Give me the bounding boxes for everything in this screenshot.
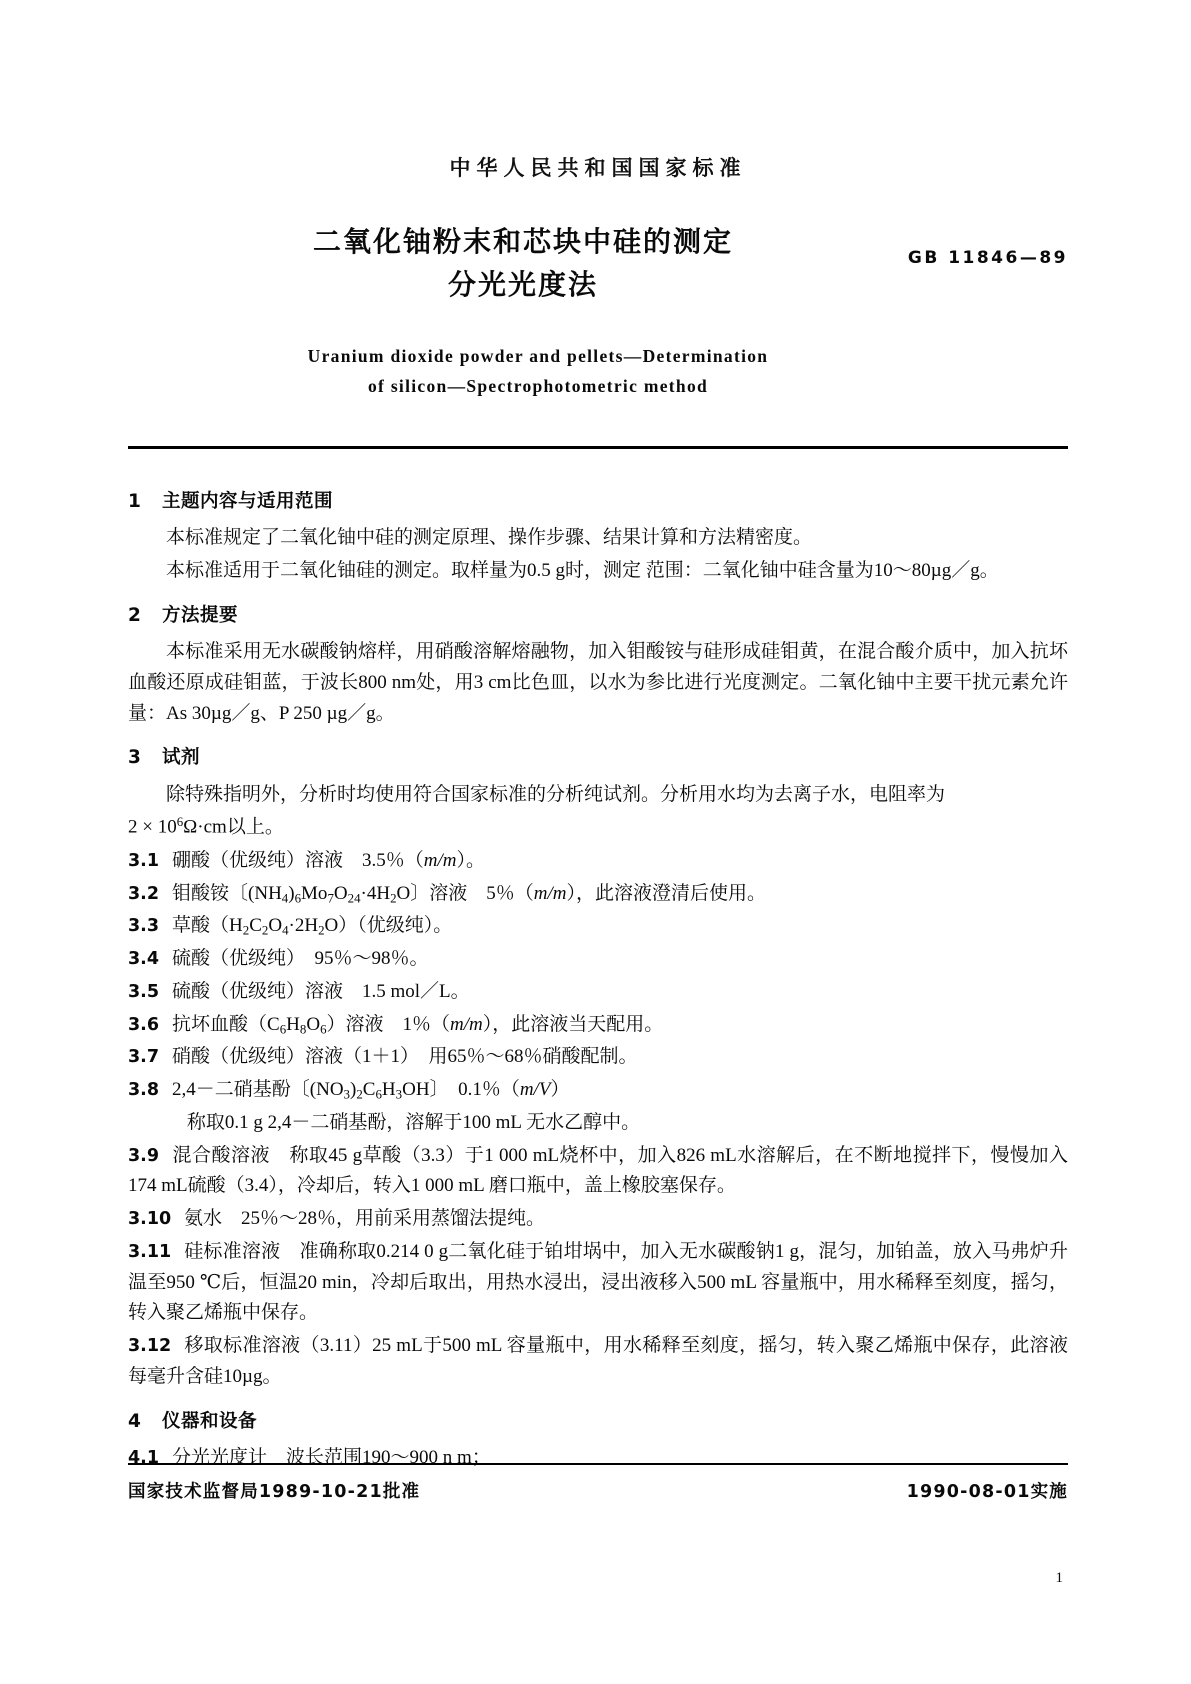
section-title-3: 试剂 bbox=[162, 747, 201, 769]
reagent-text-3-6: 抗坏血酸（ bbox=[172, 1013, 268, 1035]
equipment-number-4-1: 4.1 bbox=[128, 1447, 160, 1468]
section-number-4: 4 bbox=[128, 1410, 142, 1432]
reagent-mid-3-8: 〕 0.1％（ bbox=[429, 1079, 520, 1101]
reagent-number-3-5: 3.5 bbox=[128, 981, 160, 1002]
equipment-item-4-1 bbox=[128, 1443, 1068, 1474]
section-title-2: 方法提要 bbox=[162, 604, 239, 626]
section-heading-4 bbox=[128, 1407, 1068, 1436]
section-2-paragraph-1: 本标准采用无水碳酸钠熔样，用硝酸溶解熔融物，加入钼酸铵与硅形成硅钼黄，在混合酸介质中，加入抗坏血酸还原成硅钼蓝，于波长800 nm处，用3 cm比色皿，以水为参比进行光度测定。二氧化铀中主要干扰元素允许量：As 30µg／g、P 250 µg／g。 bbox=[128, 641, 1068, 724]
reagent-text-post-3-1: ）。 bbox=[456, 849, 486, 871]
document-title-line-1: 二氧化铀粉末和芯块中硅的测定 bbox=[312, 225, 733, 258]
document-title-line-2: 分光光度法 bbox=[447, 268, 598, 302]
reagent-text-3-8: 2,4－二硝基酚〔 bbox=[172, 1079, 310, 1101]
title-block bbox=[128, 220, 1068, 307]
reagent-number-3-8: 3.8 bbox=[128, 1080, 160, 1101]
reagent-item-3-1 bbox=[128, 846, 1068, 877]
section-heading-2 bbox=[128, 601, 1068, 630]
implementation-date: 1990-08-01实施 bbox=[906, 1482, 1068, 1502]
reagent-item-3-2 bbox=[128, 879, 1068, 910]
section-3-paragraph-1 bbox=[128, 780, 1068, 811]
reagent-number-3-9: 3.9 bbox=[128, 1145, 160, 1166]
reagent-text-post-3-8: ） bbox=[550, 1079, 570, 1101]
section-number-1: 1 bbox=[128, 491, 142, 513]
reagent-item-3-9 bbox=[128, 1141, 1068, 1203]
page-content bbox=[128, 0, 1068, 1476]
reagent-text-3-12: 移取标准溶液（3.11）25 mL于500 mL 容量瓶中，用水稀释至刻度，摇匀，转入聚乙烯瓶中保存，此溶液每毫升含硅10µg。 bbox=[128, 1335, 1068, 1387]
reagent-text-3-5: 硫酸（优级纯）溶液 1.5 mol／L。 bbox=[172, 980, 470, 1002]
reagent-formula-3-6: $C_6H_8O_6$ bbox=[267, 1013, 327, 1037]
reagent-number-3-3: 3.3 bbox=[128, 916, 160, 937]
reagent-mid-3-2: 〕溶液 5％（ bbox=[410, 882, 534, 904]
english-title bbox=[128, 341, 1068, 402]
section-3-resistivity-line: $2 \times 10^6\Omega\cdot cm$以上。 bbox=[128, 814, 284, 838]
reagent-italic-3-1: m/m bbox=[423, 849, 457, 871]
reagent-item-3-4 bbox=[128, 944, 1068, 975]
reagent-text-3-4: 硫酸（优级纯） 95％～98％。 bbox=[172, 948, 429, 970]
national-standard-label: 中华人民共和国国家标准 bbox=[449, 156, 747, 180]
reagent-text-3-9: 混合酸溶液 称取45 g草酸（3.3）于1 000 mL烧杯中，加入826 mL水溶解后，在不断地搅拌下，慢慢加入174 mL硫酸（3.4），冷却后，转入1 000 mL 磨口瓶中，盖上橡胶塞保存。 bbox=[128, 1144, 1068, 1197]
reagent-number-3-7: 3.7 bbox=[128, 1047, 160, 1068]
reagent-number-3-10: 3.10 bbox=[128, 1209, 172, 1230]
reagent-formula-3-3: $H_2C_2O_4\cdot 2H_2O$ bbox=[229, 915, 339, 938]
section-heading-1 bbox=[128, 487, 1068, 516]
reagent-number-3-11: 3.11 bbox=[128, 1241, 172, 1262]
reagent-item-3-11 bbox=[128, 1237, 1068, 1329]
masthead bbox=[128, 0, 1068, 402]
reagent-text-3-1: 硼酸（优级纯）溶液 3.5％（ bbox=[172, 849, 424, 871]
reagent-item-3-12 bbox=[128, 1331, 1068, 1393]
reagent-italic-3-6: m/m bbox=[450, 1013, 483, 1035]
reagent-formula-3-8: $(NO_3)_2C_6H_3OH$ bbox=[309, 1079, 430, 1102]
reagent-text-3-7: 硝酸（优级纯）溶液（1＋1） 用65％～68％硝酸配制。 bbox=[172, 1046, 638, 1068]
reagent-mid-3-6: ）溶液 1％（ bbox=[326, 1013, 451, 1035]
english-title-line-1: Uranium dioxide powder and pellets—Determination bbox=[307, 345, 769, 366]
equipment-text-4-1: 分光光度计 波长范围190～900 n m； bbox=[172, 1446, 491, 1468]
section-number-2: 2 bbox=[128, 604, 142, 626]
section-title-1: 主题内容与适用范围 bbox=[162, 491, 334, 513]
reagent-number-3-12: 3.12 bbox=[128, 1336, 172, 1357]
reagent-formula-3-2: $(NH_4)_6Mo_7O_{24}\cdot 4H_2O$ bbox=[248, 882, 411, 906]
reagent-text-post-3-2: ），此溶液澄清后使用。 bbox=[566, 882, 767, 904]
section-number-3: 3 bbox=[128, 747, 142, 769]
section-1-paragraph-1: 本标准规定了二氧化铀中硅的测定原理、操作步骤、结果计算和方法精密度。 bbox=[166, 527, 813, 549]
reagent-italic-3-2: m/m bbox=[533, 882, 567, 904]
reagent-item-3-8-continuation: 称取0.1 g 2,4－二硝基酚，溶解于100 mL 无水乙醇中。 bbox=[186, 1111, 641, 1133]
english-title-line-2: of silicon—Spectrophotometric method bbox=[367, 376, 709, 397]
page-footer bbox=[128, 1478, 1068, 1503]
approval-authority-date: 国家技术监督局1989-10-21批准 bbox=[128, 1482, 421, 1502]
section-title-4: 仪器和设备 bbox=[162, 1410, 258, 1432]
reagent-number-3-2: 3.2 bbox=[128, 883, 160, 904]
reagent-text-post-3-3: ）（优级纯）。 bbox=[338, 915, 453, 937]
footer-divider-rule bbox=[128, 1463, 1068, 1465]
reagent-item-3-5 bbox=[128, 977, 1068, 1008]
reagent-number-3-1: 3.1 bbox=[128, 850, 160, 871]
reagent-item-3-7 bbox=[128, 1042, 1068, 1073]
reagent-text-post-3-6: ），此溶液当天配用。 bbox=[482, 1013, 664, 1035]
reagent-number-3-4: 3.4 bbox=[128, 949, 160, 970]
reagent-item-3-10 bbox=[128, 1204, 1068, 1235]
reagent-text-3-11: 硅标准溶液 准确称取0.214 0 g二氧化硅于铂坩埚中，加入无水碳酸钠1 g，混匀，加铂盖，放入马弗炉升温至950 ℃后，恒温20 min，冷却后取出，用热水浸出，浸出液移入500 mL 容量瓶中，用水稀释至刻度，摇匀，转入聚乙烯瓶中保存。 bbox=[128, 1240, 1068, 1324]
reagent-italic-3-8: m/V bbox=[519, 1079, 551, 1101]
reagent-item-3-8 bbox=[128, 1075, 1068, 1106]
reagent-text-3-3: 草酸（ bbox=[172, 915, 230, 937]
standard-number: GB 11846—89 bbox=[907, 248, 1068, 268]
reagent-item-3-3 bbox=[128, 911, 1068, 942]
reagent-number-3-6: 3.6 bbox=[128, 1014, 160, 1035]
section-3-paragraph-1-text: 除特殊指明外，分析时均使用符合国家标准的分析纯试剂。分析用水均为去离子水，电阻率为 bbox=[166, 783, 946, 805]
section-heading-3 bbox=[128, 743, 1068, 772]
reagent-text-3-10: 氨水 25％～28％，用前采用蒸馏法提纯。 bbox=[184, 1208, 546, 1230]
section-1-paragraph-2: 本标准适用于二氧化铀硅的测定。取样量为0.5 g时，测定 范围：二氧化铀中硅含量为10～80µg／g。 bbox=[166, 560, 999, 582]
reagent-text-3-2: 钼酸铵〔 bbox=[172, 882, 249, 904]
reagent-item-3-6 bbox=[128, 1010, 1068, 1041]
document-body bbox=[128, 449, 1068, 1474]
page-number: 1 bbox=[1055, 1570, 1063, 1586]
